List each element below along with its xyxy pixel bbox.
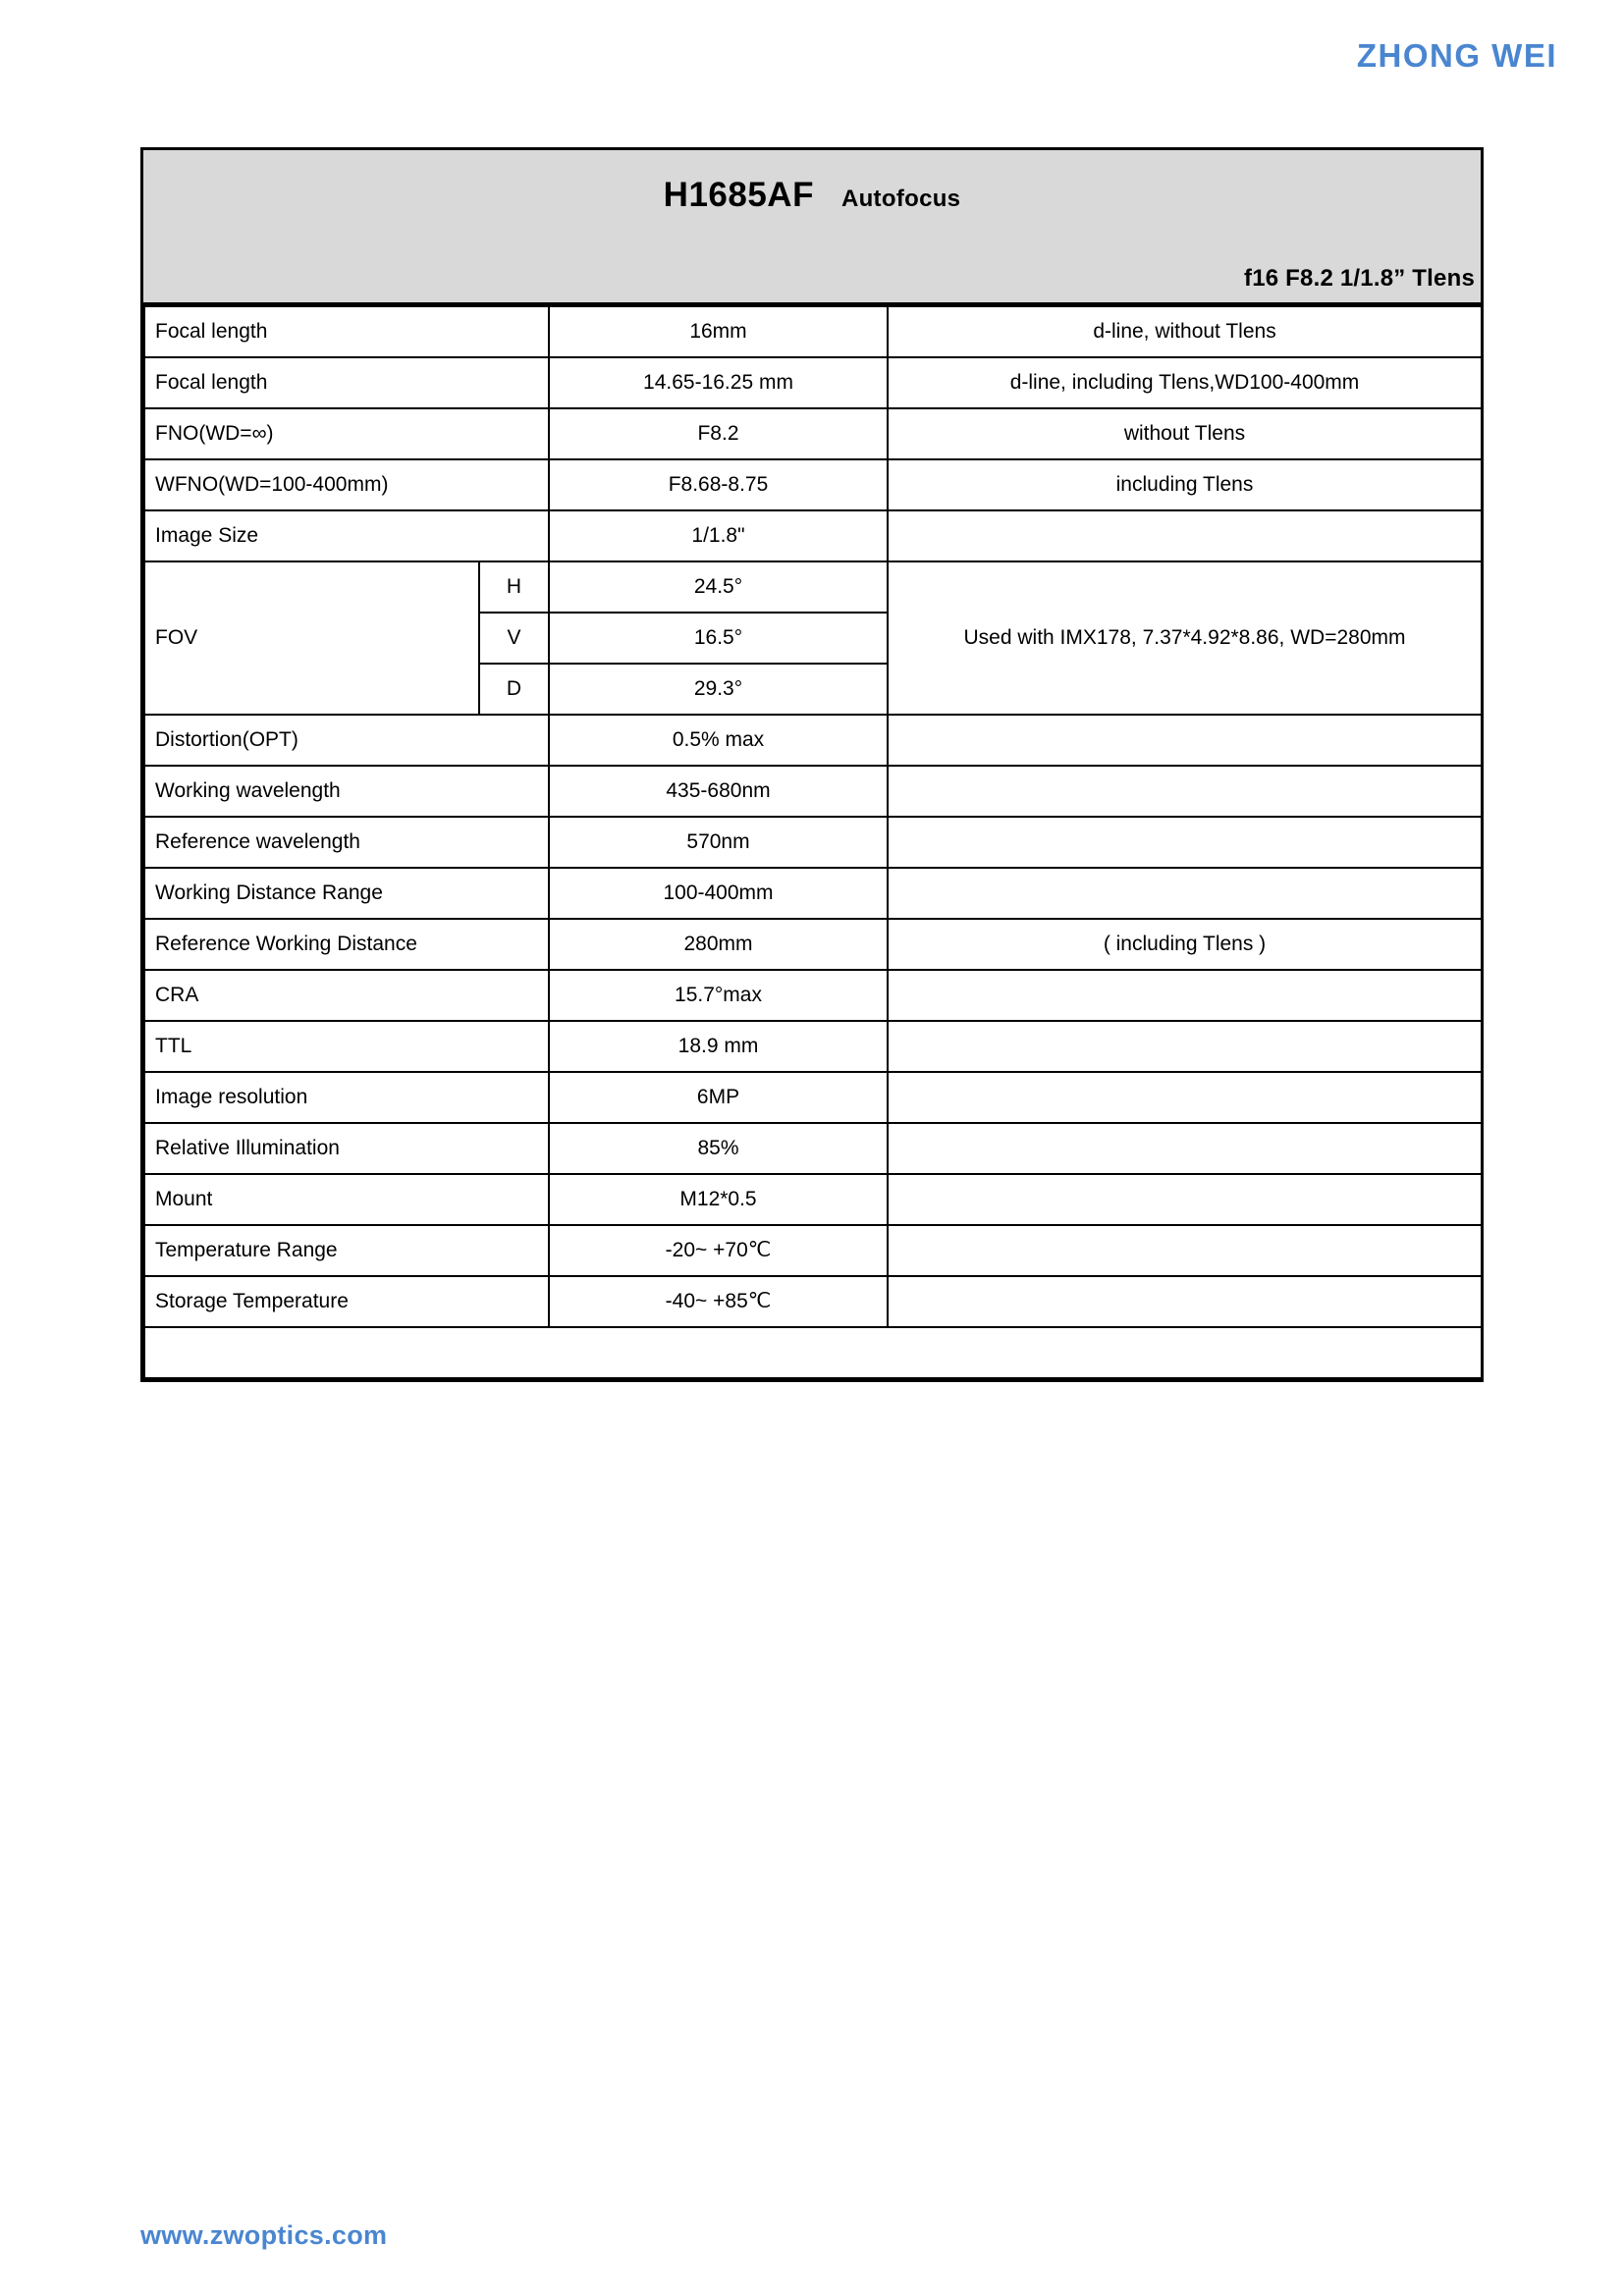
spec-key: Storage Temperature [144,1276,549,1327]
fov-value: 16.5° [549,613,888,664]
table-row [144,306,1482,357]
table-row [144,919,1482,970]
spec-note [888,817,1482,868]
table-row [144,715,1482,766]
spec-value: 85% [549,1123,888,1174]
fov-label: FOV [144,561,479,715]
page-title: H1685AF [663,176,814,214]
spec-value: 100-400mm [549,868,888,919]
table-row [144,1123,1482,1174]
table-row-figure [144,1327,1482,1378]
spec-key: Working wavelength [144,766,549,817]
table-row [144,1072,1482,1123]
drawing-date: 20230707 [281,1376,329,1388]
figure-cell [144,1327,1482,1787]
spec-value: 15.7°max [549,970,888,1021]
datasheet-table [140,147,1484,1787]
table-row [144,868,1482,919]
fov-value: 29.3° [549,664,888,715]
spec-key: Image Size [144,510,549,561]
spec-note: ( including Tlens ) [888,919,1482,970]
fov-note: Used with IMX178, 7.37*4.92*8.86, WD=280mm [888,561,1482,715]
spec-value: 16mm [549,306,888,357]
spec-value: 280mm [549,919,888,970]
spec-value: 435-680nm [549,766,888,817]
table-row [144,408,1482,459]
spec-value: -40~ +85℃ [549,1276,888,1327]
spec-key: CRA [144,970,549,1021]
product-photo [867,1367,1456,1377]
spec-note [888,868,1482,919]
table-row [144,766,1482,817]
table-row [144,970,1482,1021]
fov-axis: D [479,664,549,715]
spec-value: M12*0.5 [549,1174,888,1225]
spec-key: TTL [144,1021,549,1072]
spec-note [888,970,1482,1021]
table-row [144,510,1482,561]
table-row [144,459,1482,510]
table-row-fov-h [144,561,1482,613]
spec-note [888,1276,1482,1327]
spec-key: Image resolution [144,1072,549,1123]
table-row [144,1225,1482,1276]
spec-key: Reference Working Distance [144,919,549,970]
table-row [144,1174,1482,1225]
fov-axis: V [479,613,549,664]
title-subtitle: f16 F8.2 1/1.8” Tlens [1244,265,1475,292]
focus-mode-label: Autofocus [840,186,961,212]
spec-note: d-line, including Tlens,WD100-400mm [888,357,1482,408]
spec-value: F8.68-8.75 [549,459,888,510]
spec-note [888,1021,1482,1072]
spec-note: without Tlens [888,408,1482,459]
spec-note [888,766,1482,817]
spec-note: including Tlens [888,459,1482,510]
spec-key: Temperature Range [144,1225,549,1276]
spec-value: F8.2 [549,408,888,459]
fov-axis: H [479,561,549,613]
spec-key: Focal length [144,357,549,408]
company-logo-text: ZHONG WEI [1356,37,1557,74]
technical-drawing: H1685AF_V4 20230707 物面 280 ø9.7 18.9±0.2 3±0.2 0.8 M12*0.5 ø9 -0.03 -0.01 像面 5 线带 50 M12*0.5 ø9.7 10 [175,1363,852,1377]
spec-value: 570nm [549,817,888,868]
spec-key: WFNO(WD=100-400mm) [144,459,549,510]
title-block [143,150,1481,305]
spec-value: 14.65-16.25 mm [549,357,888,408]
table-row [144,1276,1482,1327]
spec-note [888,1225,1482,1276]
spec-value: -20~ +70℃ [549,1225,888,1276]
title-line [143,176,1481,215]
table-row [144,357,1482,408]
spec-note [888,1123,1482,1174]
spec-key: Reference wavelength [144,817,549,868]
spec-note [888,510,1482,561]
spec-value: 0.5% max [549,715,888,766]
spec-value: 18.9 mm [549,1021,888,1072]
spec-key: Relative Illumination [144,1123,549,1174]
spec-key: Working Distance Range [144,868,549,919]
spec-key: FNO(WD=∞) [144,408,549,459]
spec-note: d-line, without Tlens [888,306,1482,357]
fov-value: 24.5° [549,561,888,613]
spec-value: 1/1.8" [549,510,888,561]
table-row [144,1021,1482,1072]
spec-key: Distortion(OPT) [144,715,549,766]
spec-key: Focal length [144,306,549,357]
brand-header [1357,39,1557,72]
drawing-part-label: H1685AF_V4 [202,1376,268,1388]
table-row [144,817,1482,868]
spec-note [888,715,1482,766]
spec-table [143,305,1483,1787]
spec-note [888,1174,1482,1225]
spec-note [888,1072,1482,1123]
spec-value: 6MP [549,1072,888,1123]
figure-wrapper [145,1328,1481,1787]
spec-key: Mount [144,1174,549,1225]
footer-website[interactable]: www.zwoptics.com [140,2220,388,2250]
